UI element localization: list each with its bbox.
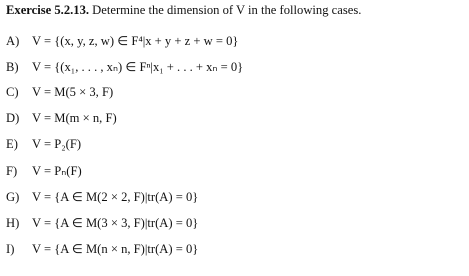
case-letter: H) bbox=[6, 216, 20, 230]
case-item-e bbox=[6, 137, 81, 152]
case-item-d bbox=[6, 111, 117, 126]
case-item-i bbox=[6, 241, 198, 257]
case-item-a bbox=[6, 33, 238, 49]
case-item-b bbox=[6, 59, 243, 75]
case-expression: V = {(x, y, z, w) ∈ F⁴|x + y + z + w = 0} bbox=[32, 34, 239, 48]
case-item-f bbox=[6, 163, 82, 179]
case-letter: D) bbox=[6, 111, 20, 125]
case-expression: V = {A ∈ M(3 × 3, F)|tr(A) = 0} bbox=[32, 216, 199, 230]
case-letter: G) bbox=[6, 190, 20, 204]
exercise-label: Exercise 5.2.13. bbox=[6, 3, 90, 17]
case-letter: C) bbox=[6, 85, 19, 99]
case-letter: F) bbox=[6, 164, 18, 178]
case-letter: B) bbox=[6, 60, 19, 74]
exercise-text: Determine the dimension of V in the following cases. bbox=[92, 3, 362, 17]
case-item-h bbox=[6, 215, 198, 231]
case-item-g bbox=[6, 189, 198, 205]
case-expression: V = {(x₁, . . . , xₙ) ∈ Fⁿ|x₁ + . . . + xₙ = 0} bbox=[32, 60, 244, 74]
case-expression: V = {A ∈ M(2 × 2, F)|tr(A) = 0} bbox=[32, 190, 199, 204]
case-item-c bbox=[6, 85, 113, 100]
case-expression: V = {A ∈ M(n × n, F)|tr(A) = 0} bbox=[32, 242, 199, 256]
exercise-heading bbox=[6, 3, 466, 18]
case-letter: E) bbox=[6, 137, 18, 151]
case-letter: I) bbox=[6, 242, 15, 256]
case-expression: V = P₂(F) bbox=[32, 137, 82, 151]
case-expression: V = M(5 × 3, F) bbox=[32, 85, 114, 99]
case-expression: V = M(m × n, F) bbox=[32, 111, 117, 125]
case-letter: A) bbox=[6, 34, 20, 48]
case-expression: V = Pₙ(F) bbox=[32, 164, 82, 178]
